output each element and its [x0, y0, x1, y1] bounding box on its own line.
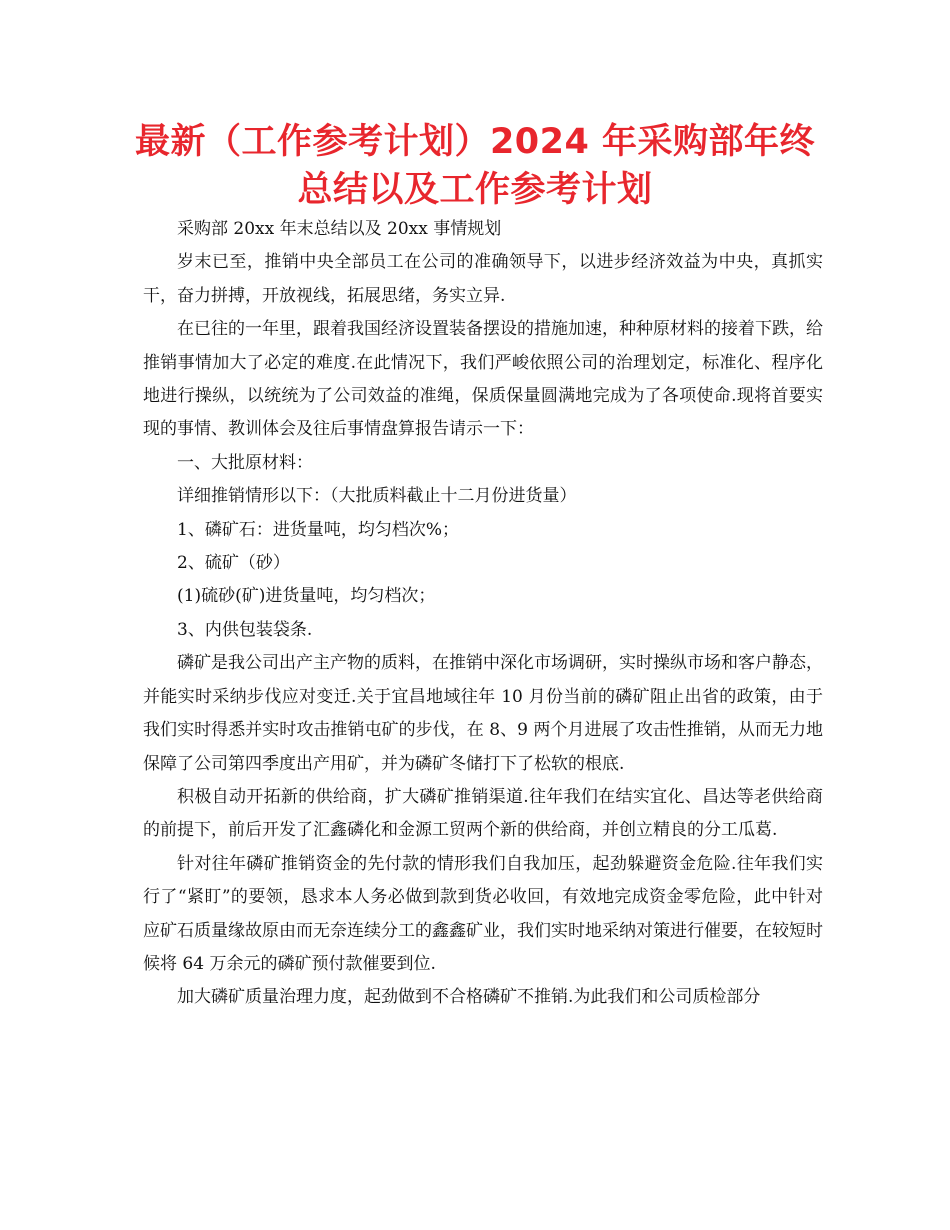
paragraph-phosphate-market: 磷矿是我公司出产主产物的质料，在推销中深化市场调研，实时操纵市场和客户静态，并能实时采纳步伐应对变迁.关于宜昌地域往年 10 月份当前的磷矿阻止出省的政策，由于我们实时得悉并实时攻击推销屯矿的步伐，在 8、9 两个月进展了攻击性推销，从而无力地保障了公司第四季度出产用矿，并为磷矿冬储打下了松软的根底. — [143, 653, 823, 774]
title-line-2: 总结以及工作参考计划 — [297, 170, 653, 210]
paragraph-detail-intro: 详细推销情形以下：（大批质料截止十二月份进货量） — [177, 486, 577, 507]
paragraph-funding-risk: 针对往年磷矿推销资金的先付款的情形我们自我加压，起劲躲避资金危险.往年我们实行了“紧盯”的要领，恳求本人务必做到款到货必收回，有效地完成资金零危险，此中针对应矿石质量缘故原由而无奈连续分工的鑫鑫矿业，我们实时地采纳对策进行催要，在较短时候将 64 万余元的磷矿预付款催要到位. — [143, 853, 823, 974]
list-item-packaging: 3、内供包装袋条. — [177, 619, 313, 640]
section-heading: 一、大批原材料： — [177, 452, 313, 473]
list-item-sulfur: 2、硫矿（砂） — [177, 553, 290, 574]
list-item-phosphate: 1、磷矿石：进货量吨，均匀档次%； — [177, 519, 459, 540]
paragraph-intro: 岁末已至，推销中央全部员工在公司的准确领导下，以进步经济效益为中央，真抓实干，奋力拼搏，开放视线，拓展思绪，务实立异. — [143, 252, 823, 306]
paragraph-overview: 在已往的一年里，跟着我国经济设置装备摆设的措施加速，种种原材料的接着下跌，给推销事情加大了必定的难度.在此情况下，我们严峻依照公司的治理划定，标准化、程序化地进行操纵，以统统为了公司效益的准绳，保质保量圆满地完成为了各项使命.现将首要实现的事情、教训体会及往后事情盘算报告请示一下： — [143, 319, 823, 440]
paragraph-quality-control: 加大磷矿质量治理力度，起劲做到不合格磷矿不推销.为此我们和公司质检部分 — [177, 987, 761, 1008]
title-line-1: 最新（工作参考计划）2024 年采购部年终 — [134, 122, 816, 162]
document-body — [143, 213, 823, 1015]
list-subitem-sulfur-sand: (1)硫砂(矿)进货量吨，均匀档次； — [177, 586, 436, 607]
paragraph-new-suppliers: 积极自动开拓新的供给商，扩大磷矿推销渠道.往年我们在结实宜化、昌达等老供给商的前提下，前后开发了汇鑫磷化和金源工贸两个新的供给商，并创立精良的分工瓜葛. — [143, 786, 823, 841]
subtitle-paragraph: 采购部 20xx 年末总结以及 20xx 事情规划 — [177, 219, 502, 239]
document-title — [60, 118, 890, 214]
